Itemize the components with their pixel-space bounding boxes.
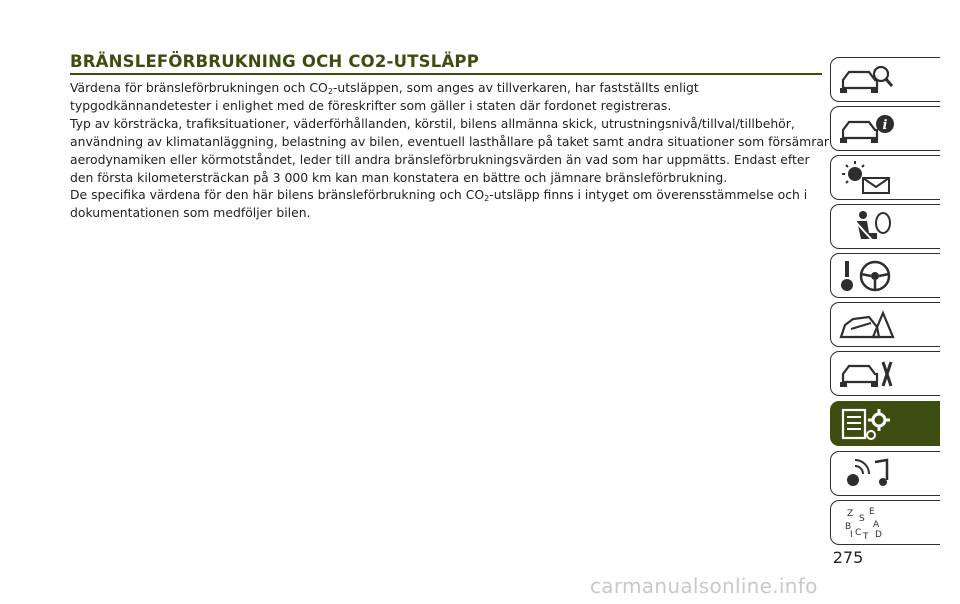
tab-car-info[interactable] (830, 106, 940, 151)
svg-text:i: i (882, 118, 888, 133)
paragraph-documentation (70, 186, 830, 222)
alphabetical-index-icon (837, 505, 895, 541)
index-letter: C (855, 528, 862, 538)
watermark: carmanualsonline.info (590, 574, 818, 598)
paragraph-text: De specifika värdena för den här bilens bränsleförbrukning och CO (70, 187, 485, 203)
car-info-icon (837, 111, 895, 147)
body-text (70, 79, 830, 222)
tab-servicing[interactable] (830, 351, 940, 396)
car-search-icon (837, 62, 895, 98)
tab-warning-lights[interactable] (830, 155, 940, 200)
index-letter: D (875, 530, 882, 540)
index-letter: A (873, 520, 880, 530)
index-letter: T (863, 532, 869, 541)
tab-technical-data[interactable] (830, 401, 940, 446)
heading-rule (70, 73, 822, 75)
index-letter: B (845, 522, 852, 532)
tab-emergency[interactable] (830, 302, 940, 347)
tab-starting-driving[interactable] (830, 253, 940, 298)
paragraph-values-origin (70, 79, 830, 115)
car-service-icon (837, 356, 895, 392)
paragraph-influencing-factors: Typ av körsträcka, trafiksituationer, väderförhållanden, körstil, bilens allmänna skick, utrustningsnivå/tillval/tillbehör, användning av klimatanläggning, belastning av bilen, eventuell lasthållare på taket samt andra situationer som försämrar aerodynamiken eller körmotståndet, leder till andra bränsleförbrukningsvärden än vad som har uppmätts. Endast efter den första kilometersträckan på 3 000 km kan man konstatera en bättre och jämnare bränsleförbrukning. (70, 115, 830, 185)
tab-safety[interactable] (830, 204, 940, 249)
multimedia-icon (837, 456, 895, 492)
index-letter: S (859, 514, 865, 524)
index-letter: Z (847, 509, 854, 519)
seat-airbag-icon (837, 209, 895, 245)
subscript: 2 (327, 87, 333, 96)
key-steering-wheel-icon (837, 258, 895, 294)
emergency-car-icon (837, 307, 895, 343)
warning-lights-icon (837, 160, 895, 196)
index-letter: I (850, 530, 853, 540)
paragraph-text: Värdena för bränsleförbrukningen och CO (70, 80, 328, 95)
index-letter: E (869, 507, 875, 517)
subscript: 2 (484, 194, 490, 204)
specifications-gear-icon (837, 406, 895, 442)
tab-index[interactable] (830, 500, 940, 545)
tab-car-overview[interactable] (830, 57, 940, 102)
section-heading: BRÄNSLEFÖRBRUKNING OCH CO2-UTSLÄPP (70, 52, 480, 71)
page-number: 275 (832, 548, 864, 567)
paragraph-text: -utsläpp finns i intyget om överensstämmelse och i dokumentationen som medföljer bilen. (70, 187, 808, 221)
paragraph-text: -utsläppen, som anges av tillverkaren, har fastställts enligt typgodkännandetester i enlighet med de föreskrifter som gäller i staten där fordonet registreras. (70, 80, 699, 113)
tab-multimedia[interactable] (830, 451, 940, 496)
